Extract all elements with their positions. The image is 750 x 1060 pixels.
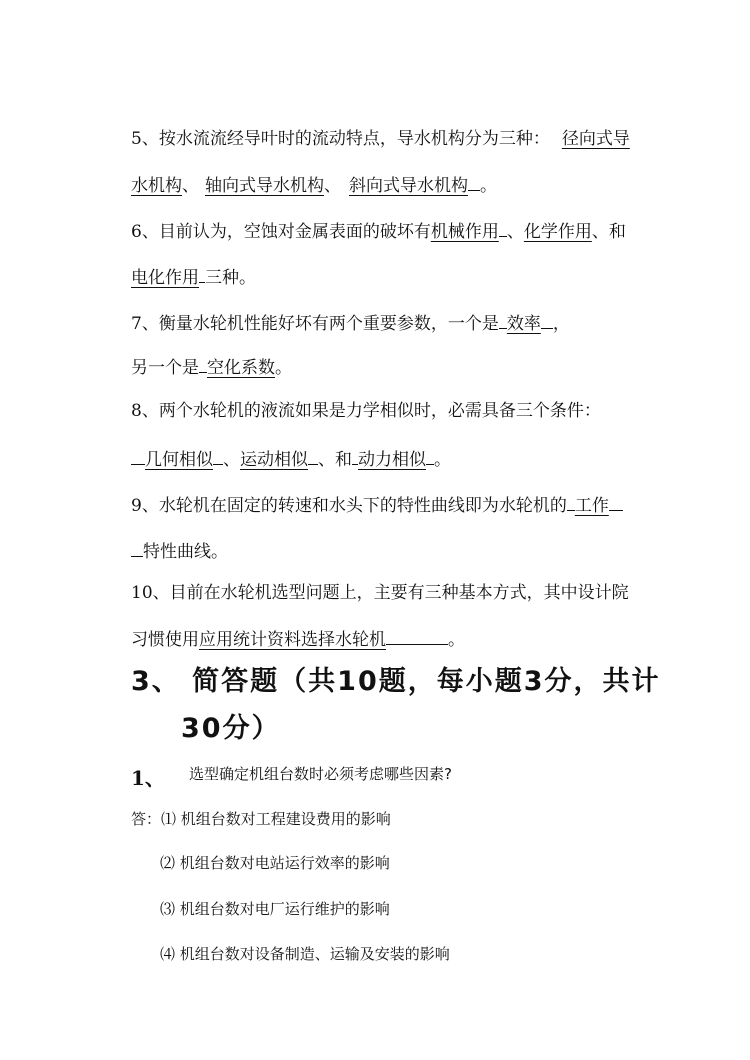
q6-prefix: 6、目前认为，空蚀对金属表面的破坏有	[131, 222, 431, 242]
q7-mid: ，	[552, 314, 570, 334]
q10-line2	[131, 626, 465, 651]
q8-answer3: 动力相似	[358, 450, 426, 470]
q5-line2	[131, 172, 497, 197]
answer-item: ⑴ 机组台数对工程建设费用的影响	[161, 810, 391, 828]
q8-end: 。	[434, 450, 451, 470]
answer-line-1	[131, 808, 391, 830]
q7-line1	[131, 310, 570, 335]
q8-sep2: 、和	[318, 450, 352, 470]
q10-prefix2: 习惯使用	[131, 630, 199, 650]
q9-end: 特性曲线。	[143, 542, 228, 562]
q8-answer2: 运动相似	[240, 450, 308, 470]
q8-prefix: 8、两个水轮机的液流如果是力学相似时，必需具备三个条件：	[131, 401, 601, 421]
q6-sep1: 、	[506, 222, 524, 242]
q7-line2	[131, 354, 292, 379]
q5-sep2: 、	[324, 176, 341, 196]
q5-answer1-part2: 水机构	[131, 176, 182, 196]
q8-sep1: 、	[223, 450, 240, 470]
q6-answer3: 电化作用	[131, 268, 199, 288]
q7-prefix: 7、衡量水轮机性能好坏有两个重要参数，一个是	[131, 314, 499, 334]
answer-prefix: 答：	[131, 810, 162, 828]
q5-prefix: 5、按水流流经导叶时的流动特点，导水机构分为三种：	[131, 129, 550, 149]
q6-sep2: 、和	[591, 222, 626, 242]
q10-answer: 应用统计资料选择水轮机	[199, 630, 386, 650]
q9-line2	[131, 538, 228, 563]
q6-answer1: 机械作用	[430, 222, 499, 242]
q7-answer2: 空化系数	[207, 358, 275, 378]
q6-answer2: 化学作用	[523, 222, 592, 242]
section-heading-line1: 3、 简答题（共10题，每小题3分，共计	[131, 666, 661, 697]
q5-end: 。	[480, 176, 497, 196]
q5-answer1-part1: 径向式导	[561, 129, 630, 149]
short-q1-question: 选型确定机组台数时必须考虑哪些因素?	[189, 765, 452, 783]
q10-end: 。	[448, 630, 465, 650]
q8-answer1: 几何相似	[145, 450, 213, 470]
answer-item: ⑵ 机组台数对电站运行效率的影响	[160, 854, 390, 872]
q10-prefix: 10、目前在水轮机选型问题上，主要有三种基本方式，其中设计院	[131, 583, 629, 603]
q6-end: 三种。	[205, 268, 256, 288]
answer-item: ⑶ 机组台数对电厂运行维护的影响	[160, 900, 390, 918]
q6-line2	[131, 264, 256, 289]
q6-line1	[131, 218, 626, 243]
section-heading-line2: 30分）	[181, 713, 281, 744]
q5-sep1: 、	[182, 176, 199, 196]
q9-line1	[131, 492, 623, 517]
q7-prefix2: 另一个是	[131, 358, 199, 378]
answer-item: ⑷ 机组台数对设备制造、运输及安装的影响	[160, 945, 450, 963]
q9-prefix: 9、水轮机在固定的转速和水头下的特性曲线即为水轮机的	[131, 496, 567, 516]
q7-end: 。	[275, 358, 292, 378]
q5-answer3: 斜向式导水机构	[349, 176, 468, 196]
q5-line1	[131, 128, 630, 150]
q8-line1	[131, 400, 601, 422]
q10-line1	[131, 582, 629, 604]
q5-answer2: 轴向式导水机构	[205, 176, 324, 196]
q9-answer: 工作	[574, 496, 609, 516]
short-q1-number: 1、	[131, 766, 165, 790]
q7-answer1: 效率	[506, 314, 541, 334]
q8-line2	[131, 446, 451, 471]
